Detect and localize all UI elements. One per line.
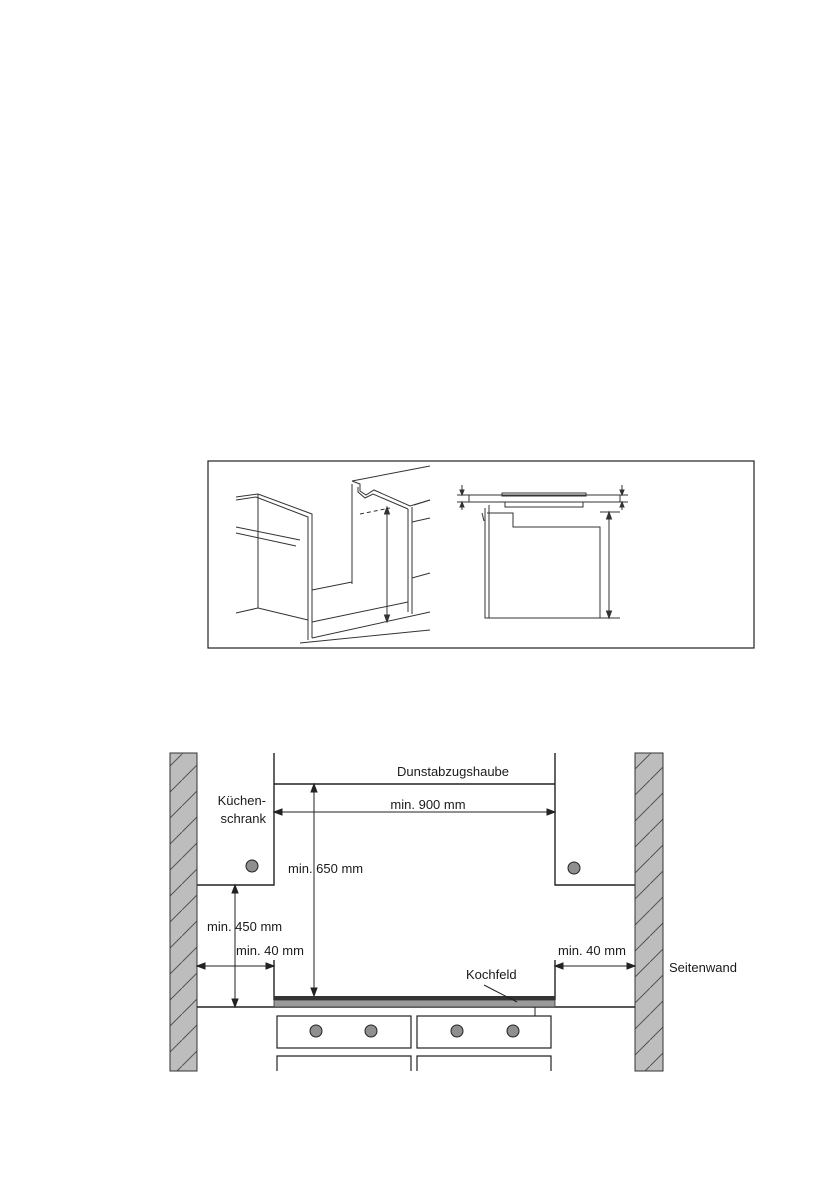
drawer-right bbox=[417, 1016, 551, 1048]
hob-body bbox=[274, 1000, 555, 1007]
worktop-perspective-sketch bbox=[236, 466, 430, 643]
hood-label: Dunstabzugshaube bbox=[396, 764, 510, 779]
min-650-label: min. 650 mm bbox=[288, 861, 364, 876]
min-900-label: min. 900 mm bbox=[390, 797, 466, 812]
clearance-diagram bbox=[170, 753, 737, 1071]
cutout-figure-frame bbox=[208, 461, 754, 648]
cabinet-label-line2: schrank bbox=[220, 811, 266, 826]
min-40-left-label: min. 40 mm bbox=[236, 943, 304, 958]
drawer-knob bbox=[365, 1025, 377, 1037]
drawer-knob bbox=[507, 1025, 519, 1037]
cabinet-knob-right bbox=[568, 862, 580, 874]
left-side-wall bbox=[170, 753, 197, 1071]
hob-cross-section-sketch bbox=[457, 485, 628, 618]
drawer-left bbox=[277, 1016, 411, 1048]
cabinet-label-line1: Küchen- bbox=[217, 793, 266, 808]
cutout-figure bbox=[208, 461, 754, 648]
right-upper-cabinet bbox=[555, 753, 635, 885]
min-40-right-label: min. 40 mm bbox=[558, 943, 626, 958]
cabinet-knob-left bbox=[246, 860, 258, 872]
right-side-wall bbox=[635, 753, 663, 1071]
hob-label: Kochfeld bbox=[466, 967, 517, 982]
door-left bbox=[277, 1056, 411, 1071]
door-right bbox=[417, 1056, 551, 1071]
drawer-knob bbox=[451, 1025, 463, 1037]
side-wall-label: Seitenwand bbox=[669, 960, 737, 975]
drawer-knob bbox=[310, 1025, 322, 1037]
min-450-label: min. 450 mm bbox=[207, 919, 283, 934]
